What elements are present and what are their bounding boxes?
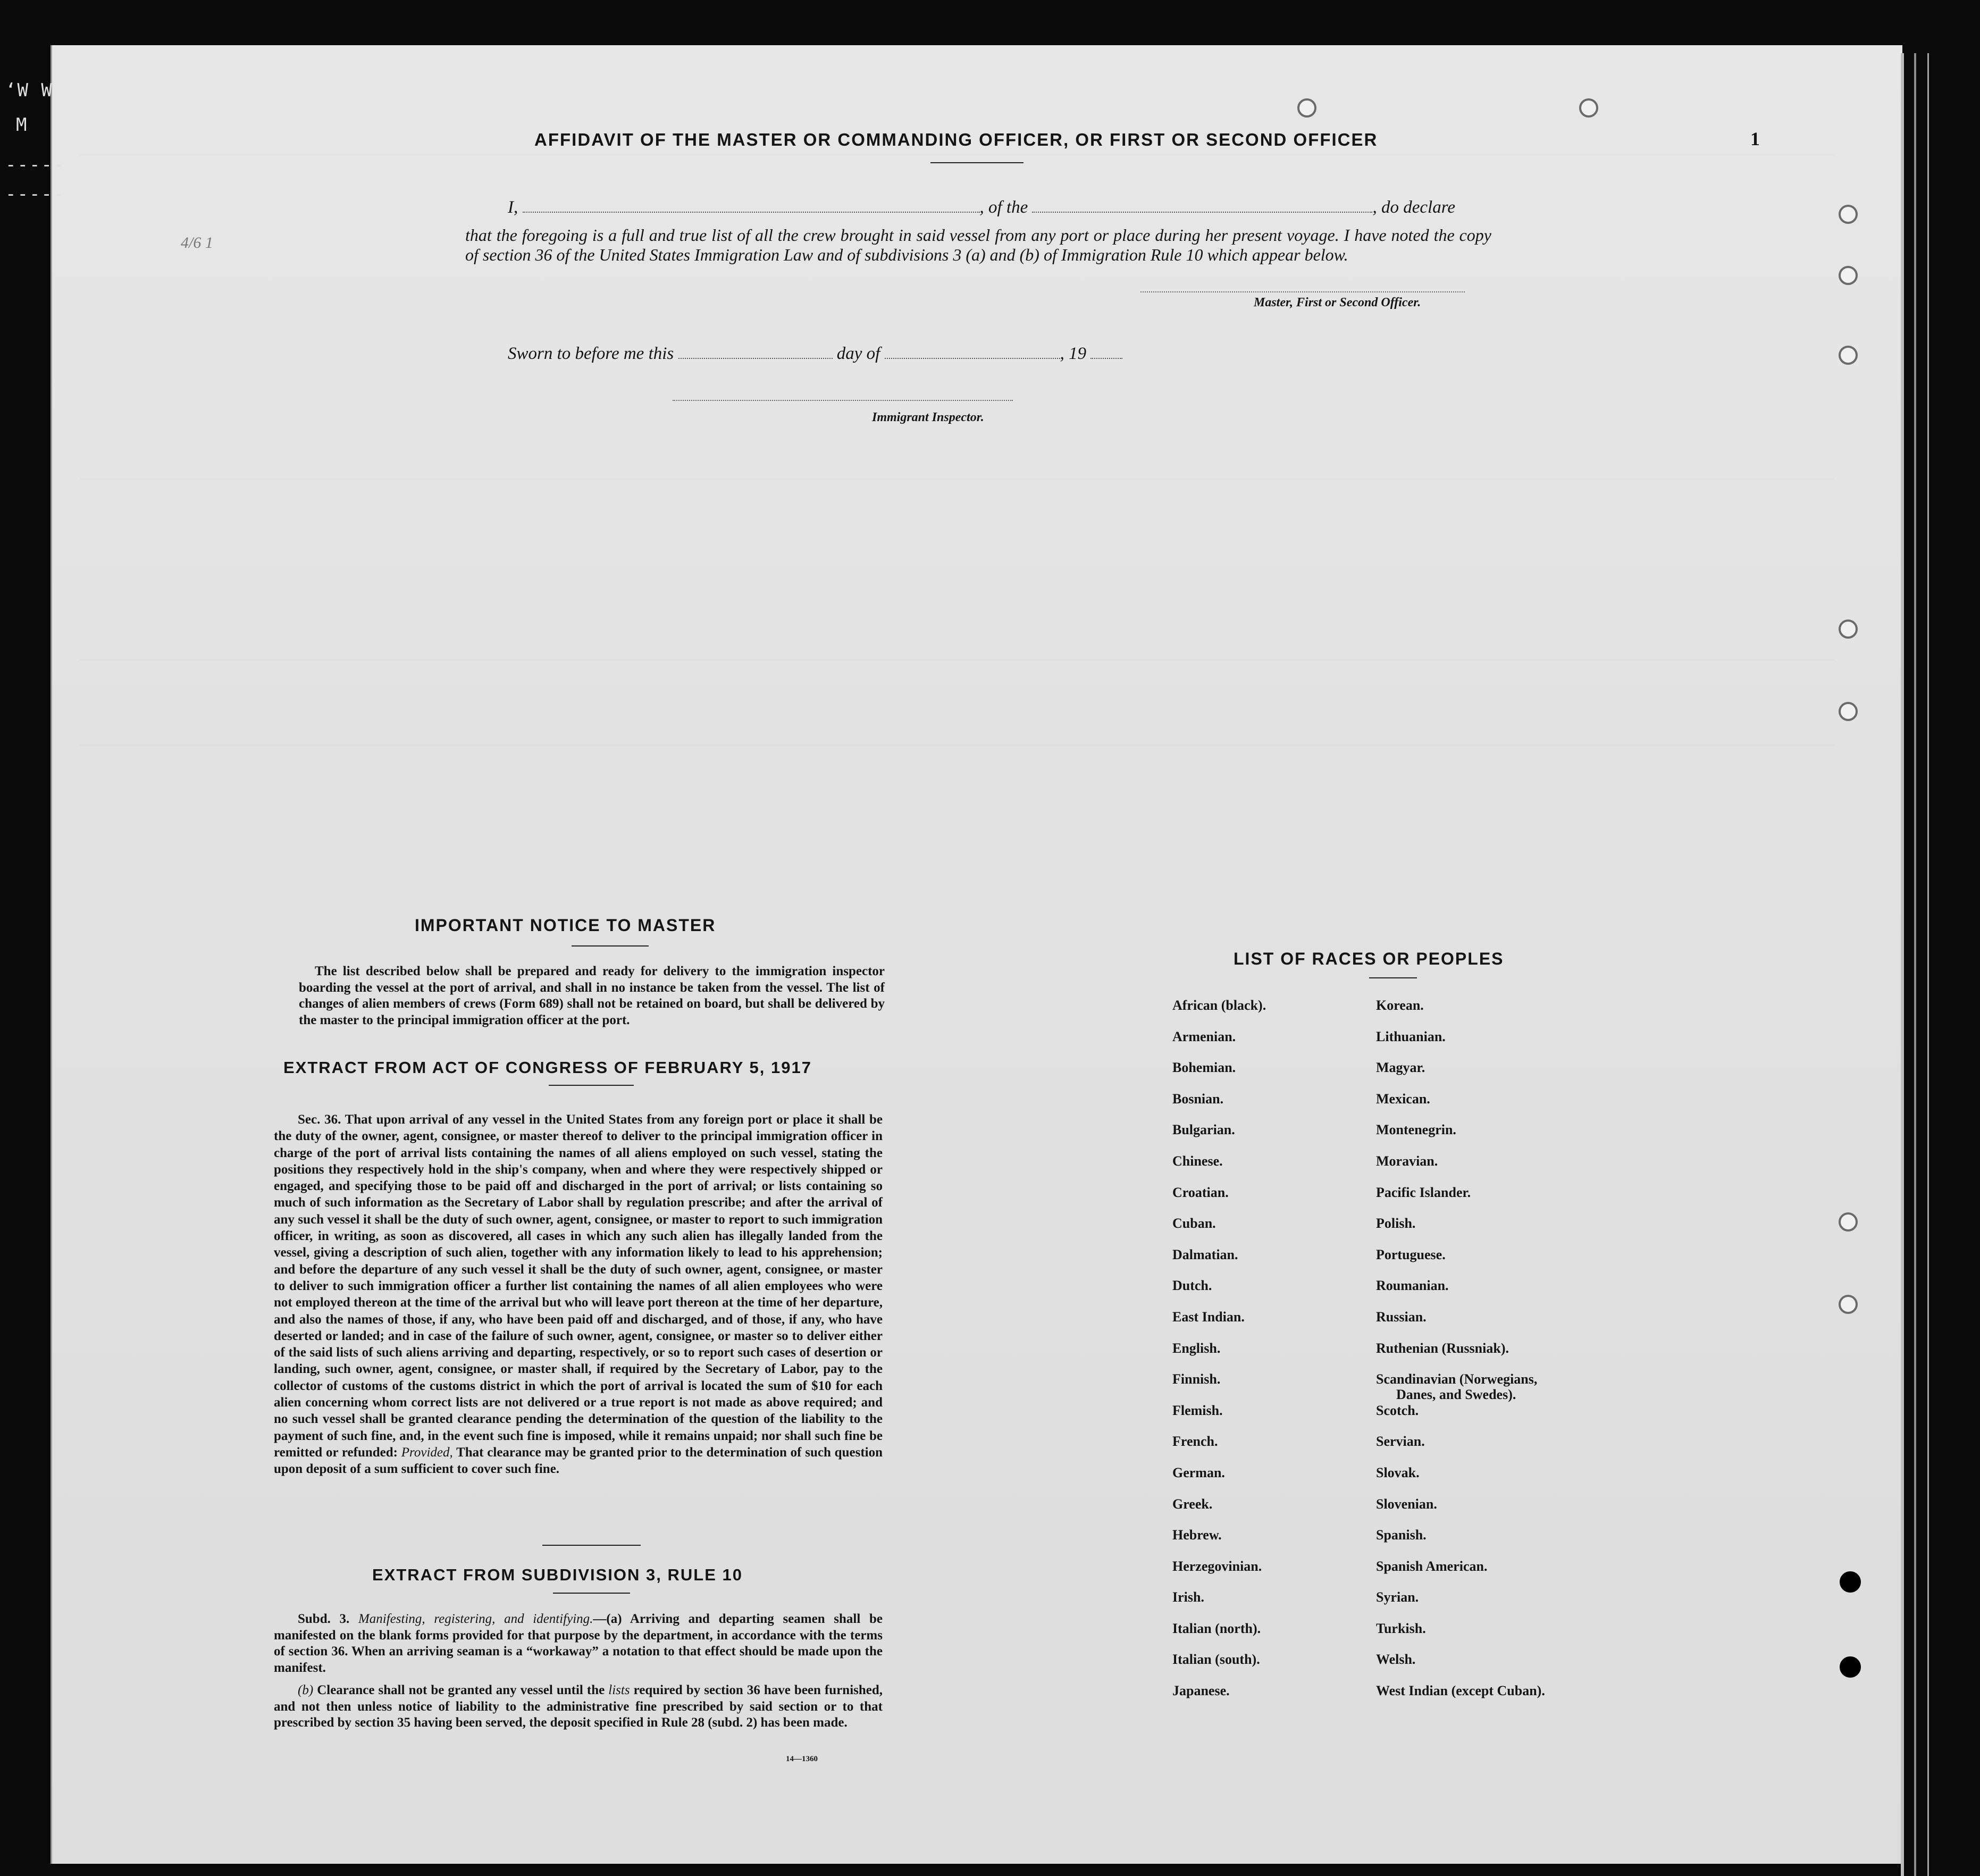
para-b-lists: lists: [608, 1683, 630, 1697]
race-item: [1172, 1589, 1266, 1621]
provided-word: Provided,: [401, 1445, 453, 1460]
race-label: African (black).: [1172, 998, 1266, 1013]
race-item: [1376, 1621, 1545, 1652]
race-label: Magyar.: [1376, 1060, 1425, 1076]
rule-para-a: [274, 1611, 883, 1676]
declarant-name-blank: [523, 201, 980, 213]
race-label: Italian (south).: [1172, 1652, 1260, 1668]
race-item: [1172, 1621, 1266, 1652]
sworn-day-of: day of: [836, 344, 880, 363]
race-label: Turkish.: [1376, 1620, 1426, 1636]
race-item: [1172, 1683, 1266, 1714]
sworn-day-blank: [678, 347, 833, 359]
binder-hole: [1839, 266, 1858, 285]
race-label: Scotch.: [1376, 1402, 1419, 1418]
race-label: Ruthenian (Russniak).: [1376, 1340, 1509, 1356]
race-label-continued: Danes, and Swedes).: [1396, 1387, 1516, 1403]
race-label: Armenian.: [1172, 1028, 1236, 1044]
race-label: Chinese.: [1172, 1153, 1223, 1169]
sworn-year: , 19: [1060, 344, 1087, 363]
form-number: 14—1360: [786, 1755, 818, 1763]
notice-title: IMPORTANT NOTICE TO MASTER: [415, 916, 716, 935]
para-b-text-2: required by section 36 have been furnished, and not then unless notice of liability to the administrative fine prescribed by said section or to that prescribed by section 35 having been served, the deposit specified in Rule 28 (subd. 2) has been made.: [274, 1683, 883, 1730]
binder-hole: [1839, 619, 1858, 639]
race-label: Slovak.: [1376, 1464, 1420, 1480]
race-item: [1376, 1091, 1545, 1123]
para-b-marker: (b): [298, 1683, 314, 1697]
race-label: Mexican.: [1376, 1091, 1430, 1107]
races-list-left: [1172, 998, 1266, 1714]
race-item: [1376, 1029, 1545, 1060]
race-label: Italian (north).: [1172, 1620, 1261, 1636]
race-label: Roumanian.: [1376, 1278, 1449, 1294]
binder-hole: [1297, 98, 1316, 118]
subd-label: Subd. 3.: [298, 1612, 350, 1626]
race-label: Flemish.: [1172, 1402, 1223, 1418]
race-label: Cuban.: [1172, 1216, 1216, 1232]
race-item: [1376, 1341, 1545, 1372]
race-item: [1376, 1309, 1545, 1341]
rule-extract-title: EXTRACT FROM SUBDIVISION 3, RULE 10: [372, 1565, 743, 1584]
binder-hole: [1839, 1212, 1858, 1232]
race-item: [1172, 1185, 1266, 1216]
race-label: Japanese.: [1172, 1683, 1230, 1699]
race-label: German.: [1172, 1464, 1225, 1480]
race-item: [1376, 1216, 1545, 1247]
signature-line: [1140, 291, 1465, 292]
title-rule: [553, 1593, 630, 1594]
race-label: Portuguese.: [1376, 1246, 1446, 1262]
binder-hole: [1839, 702, 1858, 721]
race-item: [1376, 1247, 1545, 1278]
race-label: Irish.: [1172, 1589, 1204, 1605]
notice-body: The list described below shall be prepared and ready for delivery to the immigration inspector boarding the vessel at the port of arrival, and shall in no instance be taken from the vessel. The list of changes of alien members of crews (Form 689) shall not be retained on board, but shall be delivered by the master to the principal immigration officer at the port.: [299, 964, 885, 1027]
race-item: [1172, 1091, 1266, 1123]
race-item: [1172, 1309, 1266, 1341]
race-label: Russian.: [1376, 1309, 1427, 1325]
act-extract-title: EXTRACT FROM ACT OF CONGRESS OF FEBRUARY 5, 1917: [283, 1058, 812, 1077]
race-item: [1172, 1122, 1266, 1153]
race-label: Montenegrin.: [1376, 1122, 1456, 1138]
race-item: [1376, 1403, 1545, 1434]
binder-hole: [1840, 1656, 1861, 1678]
race-label: Croatian.: [1172, 1184, 1229, 1200]
sworn-year-blank: [1090, 347, 1122, 359]
race-label: East Indian.: [1172, 1309, 1245, 1325]
races-list-right: [1376, 998, 1545, 1714]
title-rule: [549, 1085, 634, 1086]
race-label: Lithuanian.: [1376, 1028, 1446, 1044]
race-item: [1172, 1371, 1266, 1403]
do-declare-label: , do declare: [1372, 198, 1455, 217]
race-item: [1172, 1403, 1266, 1434]
race-item: [1172, 1278, 1266, 1309]
para-a-marker: —(a): [593, 1612, 622, 1626]
sheet-edge: [1901, 53, 1904, 1876]
race-label: Hebrew.: [1172, 1527, 1222, 1543]
sheet-edge: [1927, 53, 1929, 1876]
race-item: [1172, 998, 1266, 1029]
section-36-text: Sec. 36. That upon arrival of any vessel in the United States from any foreign port or place it shall be the duty of the owner, agent, consignee, or master thereof to deliver to the principal immigration officer in charge of the port of arrival lists containing the names of all aliens employed on such vessel, stating the positions they respectively hold in the ship's company, when and where they were respectively shipped or engaged, and specifying those to be paid off and discharged in the port of arrival; or lists containing so much of such information as the Secretary of Labor shall by regulation prescribe; and after the arrival of any such vessel it shall be the duty of such owner, agent, consignee, or master to report to such immigration officer, in writing, as soon as discovered, all cases in which any such alien has illegally landed from the vessel, giving a description of such alien, together with any information likely to lead to his apprehension; and before the departure of any such vessel it shall be the duty of such owner, agent, consignee, or master to deliver to such immigration officer a further list containing the names of all alien employees who were not employed thereon at the time of the arrival but who will leave port thereon at the time of her departure, and also the names of those, if any, who have been paid off and discharged, and of those, if any, who have deserted or landed; and in case of the failure of such owner, agent, consignee, or master so to deliver either of the said lists of such aliens arriving and departing, respectively, or so to report such cases of desertion or landing, such owner, agent, consignee, or master shall, if required by the Secretary of Labor, pay to the collector of customs of the customs district in which the port of arrival is located the sum of $10 for each alien concerning whom correct lists are not delivered or a true report is not made as above required; and no such vessel shall be granted clearance pending the determination of the question of the liability to the payment of such fine, and, in the event such fine is imposed, while it remains unpaid; nor shall such fine be remitted or refunded:: [274, 1112, 883, 1460]
rule-para-b: [274, 1682, 883, 1731]
race-label: Pacific Islander.: [1376, 1184, 1471, 1200]
race-label: Bohemian.: [1172, 1060, 1236, 1076]
race-label: Spanish American.: [1376, 1558, 1488, 1574]
inspector-label: Immigrant Inspector.: [872, 411, 984, 424]
race-label: Bosnian.: [1172, 1091, 1224, 1107]
signature-label: Master, First or Second Officer.: [1254, 296, 1421, 309]
races-title: LIST OF RACES OR PEOPLES: [1234, 949, 1504, 968]
race-item: [1376, 1153, 1545, 1185]
race-label: Syrian.: [1376, 1589, 1419, 1605]
margin-note: 4/6 1: [181, 234, 213, 252]
race-item: [1376, 1559, 1545, 1590]
race-label: Korean.: [1376, 998, 1424, 1013]
race-item: [1172, 1247, 1266, 1278]
race-label: Bulgarian.: [1172, 1122, 1235, 1138]
race-item: [1172, 1060, 1266, 1091]
race-label: English.: [1172, 1340, 1221, 1356]
race-label: Scandinavian (Norwegians,: [1376, 1371, 1538, 1387]
race-item: [1172, 1496, 1266, 1528]
margin-scrap: -----: [5, 154, 65, 175]
race-label: Finnish.: [1172, 1371, 1221, 1387]
race-item: [1376, 1434, 1545, 1465]
act-extract-body: [274, 1111, 883, 1478]
race-label: Welsh.: [1376, 1652, 1416, 1668]
race-item: [1172, 1527, 1266, 1559]
race-label: Greek.: [1172, 1496, 1213, 1512]
race-item: [1172, 1341, 1266, 1372]
race-item: [1376, 1527, 1545, 1559]
race-label: Polish.: [1376, 1216, 1416, 1232]
race-label: West Indian (except Cuban).: [1376, 1683, 1545, 1699]
provided-text: That clearance may be granted prior to the determination of such question upon deposit of a sum sufficient to cover such fine.: [274, 1445, 883, 1477]
affidavit-body: that the foregoing is a full and true list of all the crew brought in said vessel from any port or place during her present voyage. I have noted the copy of section 36 of the United States Immigration Law and of subdivisions 3 (a) and (b) of Immigration Rule 10 which appear below.: [465, 225, 1491, 264]
binder-hole: [1839, 346, 1858, 365]
race-item: [1376, 1683, 1545, 1714]
race-item: [1172, 1652, 1266, 1683]
sworn-month-blank: [885, 347, 1060, 359]
race-item: [1172, 1559, 1266, 1590]
race-item: [1172, 1153, 1266, 1185]
race-item: [1376, 1652, 1545, 1683]
page-mark: 1: [1750, 128, 1760, 149]
margin-scrap: -----: [5, 183, 65, 205]
sworn-line: [508, 344, 1122, 364]
of-the-label: , of the: [979, 198, 1028, 217]
race-label: Servian.: [1376, 1434, 1425, 1450]
race-item: [1376, 1185, 1545, 1216]
race-label: Slovenian.: [1376, 1496, 1437, 1512]
para-a-text: Arriving and departing seamen shall be manifested on the blank forms provided for that purpose by the department, in accordance with the terms of section 36. When an arriving seaman is a “workaway” a notation to that effect should be made upon the manifest.: [274, 1612, 883, 1675]
section-rule: [542, 1545, 641, 1546]
title-rule: [1369, 977, 1417, 978]
race-item: [1376, 998, 1545, 1029]
subd-heading: Manifesting, registering, and identifying.: [358, 1612, 593, 1626]
race-label: Dalmatian.: [1172, 1246, 1238, 1262]
margin-scrap: M: [16, 114, 28, 136]
sworn-prefix: Sworn to before me this: [508, 344, 674, 363]
race-item: [1376, 1122, 1545, 1153]
binder-hole: [1579, 98, 1598, 118]
race-item: [1172, 1216, 1266, 1247]
race-item: [1172, 1434, 1266, 1465]
binder-hole: [1840, 1571, 1861, 1593]
inspector-signature-line: [673, 400, 1013, 401]
vessel-name-blank: [1032, 201, 1372, 213]
affidavit-line-1: [508, 198, 1455, 217]
race-item: [1376, 1496, 1545, 1528]
document-page: [51, 45, 1902, 1864]
margin-scrap: ‘W W: [5, 80, 53, 101]
title-rule: [930, 162, 1023, 163]
para-b-text-1: Clearance shall not be granted any vessel until the: [317, 1683, 605, 1697]
race-label: Moravian.: [1376, 1153, 1438, 1169]
race-item: [1172, 1465, 1266, 1496]
race-label: French.: [1172, 1434, 1218, 1450]
race-item: [1172, 1029, 1266, 1060]
title-rule: [572, 945, 649, 947]
binder-hole: [1839, 1295, 1858, 1314]
race-label: Spanish.: [1376, 1527, 1427, 1543]
race-item: [1376, 1371, 1545, 1403]
race-item: [1376, 1278, 1545, 1309]
race-label: Herzegovinian.: [1172, 1558, 1262, 1574]
binder-hole: [1839, 205, 1858, 224]
race-item: [1376, 1465, 1545, 1496]
race-item: [1376, 1060, 1545, 1091]
race-item: [1376, 1589, 1545, 1621]
race-label: Dutch.: [1172, 1278, 1212, 1294]
declarant-prefix: I,: [508, 198, 518, 217]
affidavit-title: AFFIDAVIT OF THE MASTER OR COMMANDING OFFICER, OR FIRST OR SECOND OFFICER: [534, 130, 1378, 149]
sheet-edge: [1914, 53, 1916, 1876]
